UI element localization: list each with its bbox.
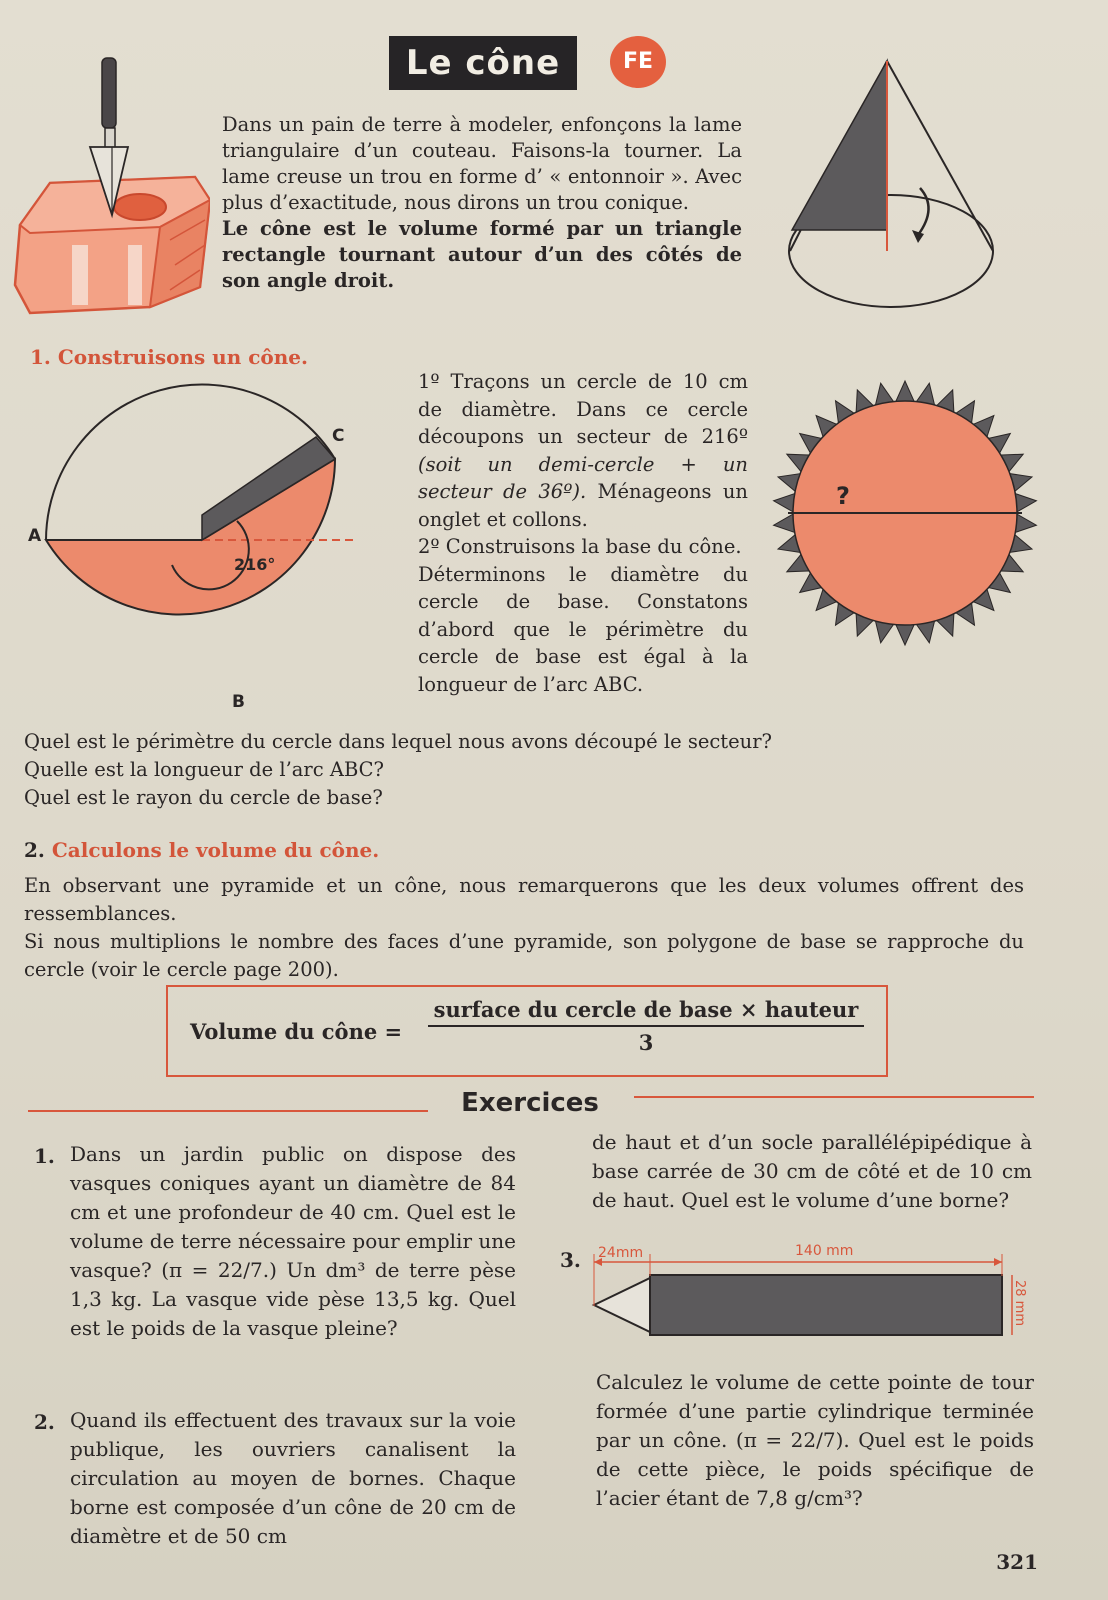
exercises-title: Exercices bbox=[461, 1088, 599, 1118]
page-number: 321 bbox=[996, 1550, 1038, 1574]
cone-definition: Le cône est le volume formé par un triangle rectangle tournant autour d’un des côtés de son angle droit. bbox=[222, 217, 742, 292]
fe-badge: FE bbox=[610, 36, 666, 88]
question-2: Quelle est la longueur de l’arc ABC? bbox=[24, 758, 385, 781]
glue-tab bbox=[895, 623, 915, 646]
section2-heading: 2. Calculons le volume du cône. bbox=[24, 838, 380, 862]
step1-text: 1º Traçons un cercle de 10 cm de diamètre. Dans ce cercle découpons un secteur de 216º bbox=[418, 370, 748, 448]
construction-steps bbox=[418, 368, 748, 698]
exercise-1-text: Dans un jardin public on dispose des vasques coniques ayant un diamètre de 84 cm et une profondeur de 40 cm. Quel est le volume de terre nécessaire pour emplir une vasque? (π = 22/7.) Un dm³ de terre pèse 1,3 kg. La vasque vide pèse 13,5 kg. Quel est le poids de la vasque pleine? bbox=[70, 1142, 516, 1340]
question-1: Quel est le périmètre du cercle dans lequel nous avons découpé le secteur? bbox=[24, 730, 772, 753]
exercises-rule-right bbox=[634, 1096, 1034, 1098]
diameter-label: 28 mm bbox=[1012, 1280, 1027, 1327]
cone-rotation-figure bbox=[788, 58, 998, 316]
formula-fraction bbox=[428, 997, 864, 1055]
base-circle-figure bbox=[770, 378, 1040, 648]
step2-text: 2º Construisons la base du cône. bbox=[418, 535, 742, 558]
exercise-3-number: 3. bbox=[560, 1248, 581, 1272]
angle-label: 216° bbox=[234, 555, 276, 574]
label-c: C bbox=[332, 426, 345, 446]
step3-text: Déterminons le diamètre du cercle de base. Constatons d’abord que le périmètre du cercle de base est égal à la longueur de l’arc ABC. bbox=[418, 562, 748, 696]
section2-text bbox=[24, 872, 1024, 984]
label-b: B bbox=[232, 692, 245, 712]
cone-length-label: 24mm bbox=[598, 1245, 644, 1261]
intro-block bbox=[222, 112, 742, 294]
intro-text: Dans un pain de terre à modeler, enfonçons la lame triangulaire d’un couteau. Faisons-la tourner. La lame creuse un trou en forme d’ « entonnoir ». Avec plus d’exactitude, nous dirons un trou conique. bbox=[222, 113, 742, 214]
exercise-2-cont-text: de haut et d’un socle parallélépipédique à base carrée de 30 cm de côté et de 10 cm de haut. Quel est le volume d’une borne? bbox=[592, 1130, 1032, 1212]
step1-end: Ménageons un onglet et collons. bbox=[418, 480, 748, 531]
exercise-2-number: 2. bbox=[34, 1410, 55, 1434]
step1-italic: (soit un demi-cercle + un secteur de 36º). bbox=[418, 452, 748, 503]
formula-denominator: 3 bbox=[638, 1030, 654, 1055]
exercises-rule-left bbox=[28, 1110, 428, 1112]
tower-point-figure bbox=[590, 1240, 1030, 1360]
question-3: Quel est le rayon du cercle de base? bbox=[24, 786, 383, 809]
page-title: Le cône bbox=[389, 36, 577, 90]
unknown-diameter-label: ? bbox=[836, 482, 850, 510]
exercise-2-continued bbox=[592, 1128, 1032, 1215]
exercise-1 bbox=[70, 1140, 516, 1343]
formula-lhs: Volume du cône = bbox=[190, 1019, 403, 1044]
formula-numerator: surface du cercle de base × hauteur bbox=[428, 997, 864, 1027]
volume-formula-box bbox=[166, 985, 888, 1077]
section2-heading-text: Calculons le volume du cône. bbox=[51, 838, 380, 862]
exercise-2 bbox=[70, 1406, 516, 1551]
label-a: A bbox=[28, 526, 42, 546]
section1-heading: 1. Construisons un cône. bbox=[30, 345, 308, 369]
section2-para2: Si nous multiplions le nombre des faces d’une pyramide, son polygone de base se rapproche du cercle (voir le cercle page 200). bbox=[24, 930, 1024, 981]
exercise-3-text: Calculez le volume de cette pointe de tour formée d’une partie cylindrique terminée par un cône. (π = 22/7). Quel est le poids de cette pièce, le poids spécifique de l’acier étant de 7,8 g/cm³? bbox=[596, 1370, 1034, 1510]
glue-tab bbox=[895, 381, 915, 404]
knife-clay-illustration bbox=[10, 55, 210, 320]
section2-para1: En observant une pyramide et un cône, nous remarquerons que les deux volumes offrent des ressemblances. bbox=[24, 874, 1024, 925]
exercise-1-number: 1. bbox=[34, 1144, 55, 1168]
exercise-2-text: Quand ils effectuent des travaux sur la voie publique, les ouvriers canalisent la circulation au moyen de bornes. Chaque borne est composée d’un cône de 20 cm de diamètre et de 50 cm bbox=[70, 1408, 516, 1548]
questions-block bbox=[24, 728, 1024, 812]
cylinder-length-label: 140 mm bbox=[795, 1243, 854, 1259]
exercise-3 bbox=[596, 1368, 1034, 1513]
sector-figure bbox=[24, 375, 374, 725]
